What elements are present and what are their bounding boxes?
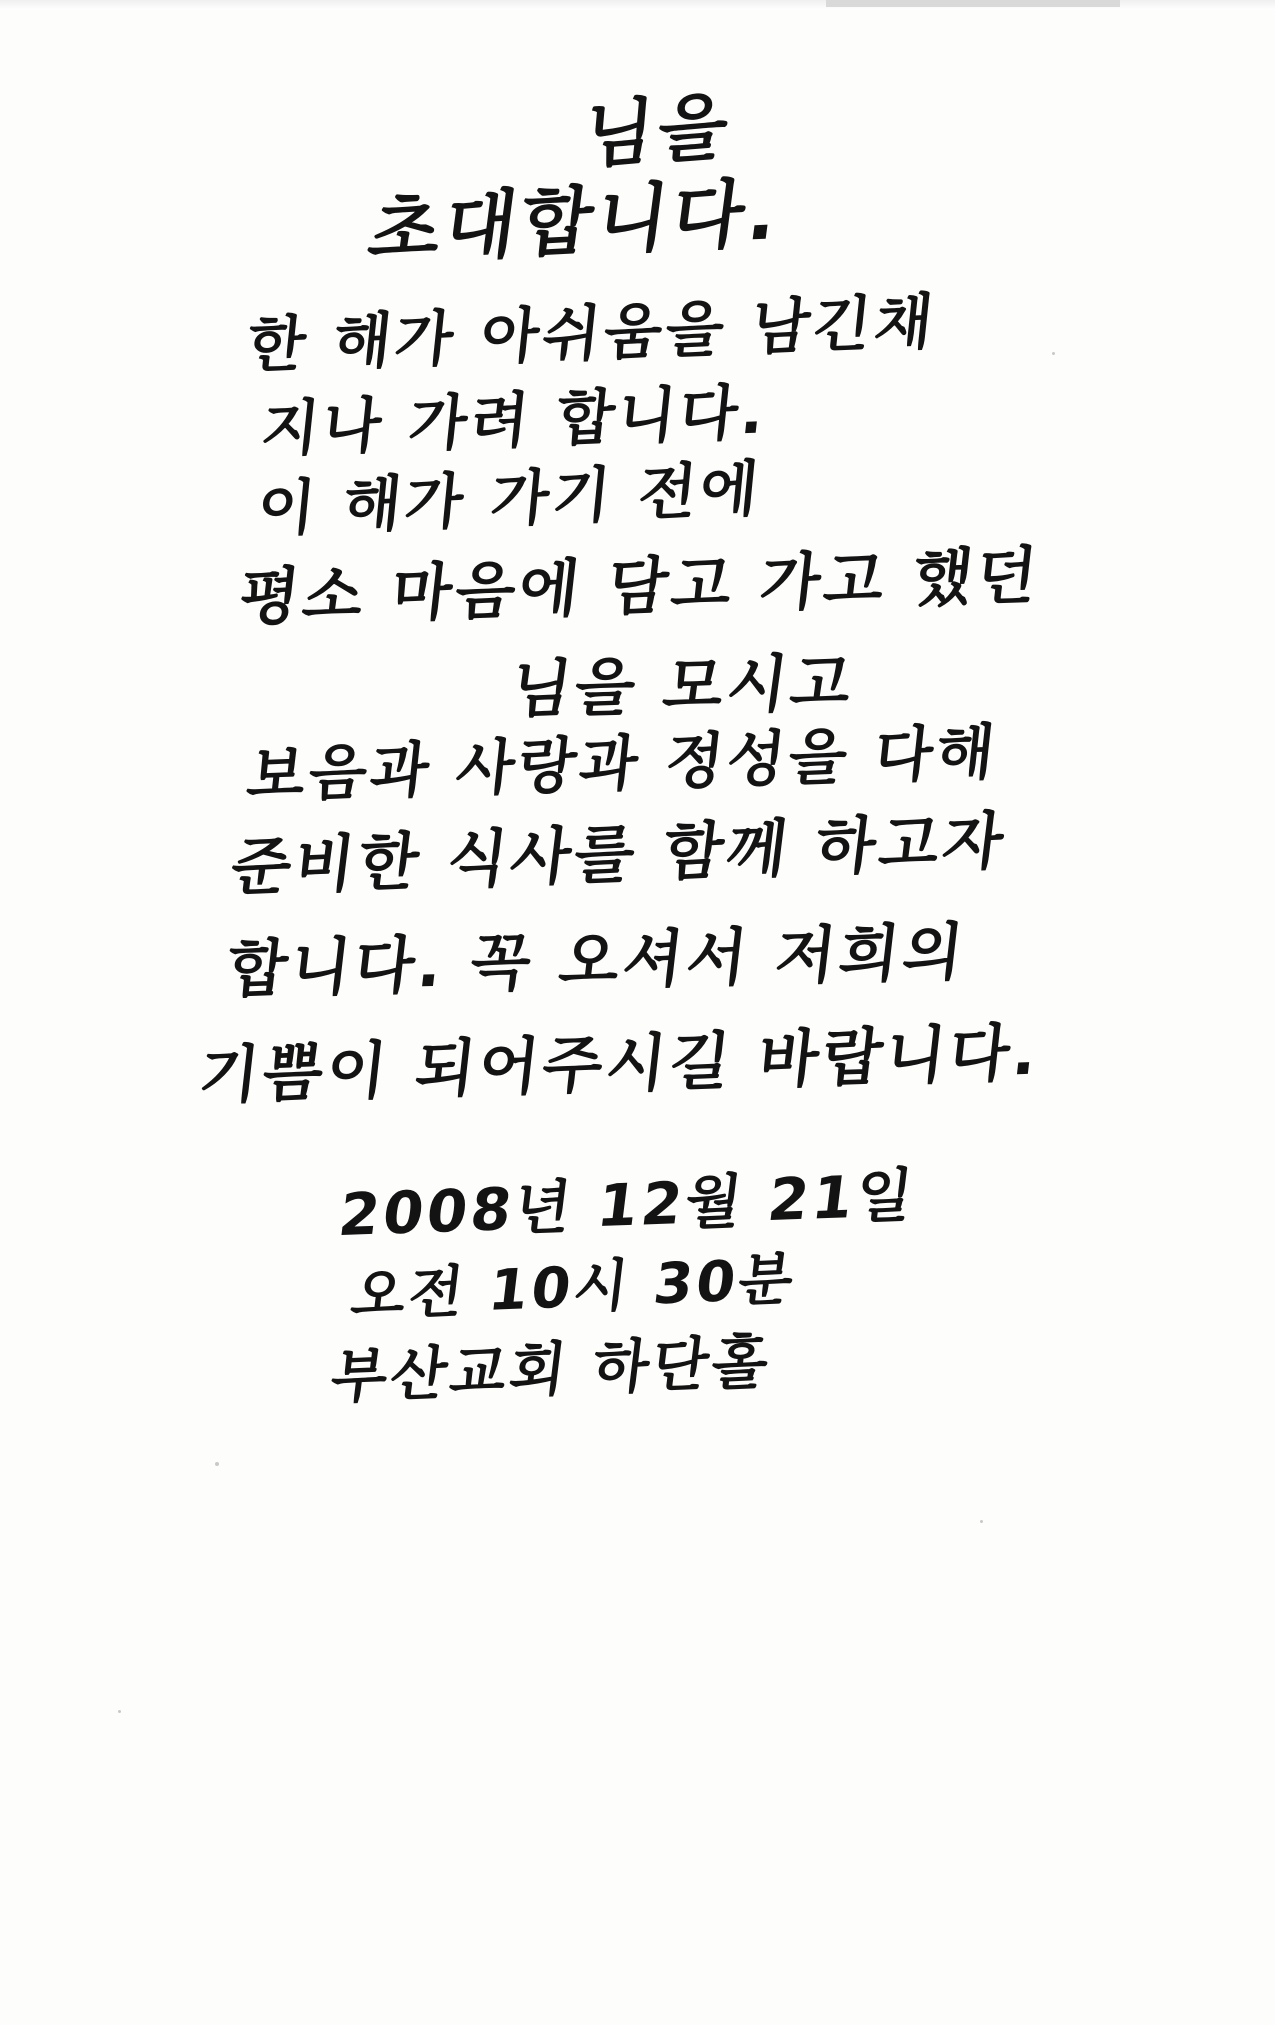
invitation-title-line-1: 님을 — [580, 83, 736, 179]
invitation-body-line-1: 한 해가 아쉬움을 남긴채 — [243, 286, 940, 382]
paper-speck — [1052, 352, 1055, 355]
invitation-title-line-2: 초대합니다. — [363, 169, 787, 275]
invitation-time-line: 오전 10시 30분 — [347, 1246, 800, 1330]
invitation-body-line-2: 지나 가려 합니다. — [257, 377, 772, 466]
invitation-body-line-9: 기쁨이 되어주시길 바랍니다. — [195, 1015, 1045, 1113]
paper-speck — [118, 1710, 121, 1713]
invitation-date-line: 2008년 12월 21일 — [335, 1160, 920, 1250]
invitation-body-line-6: 보음과 사랑과 정성을 다해 — [243, 717, 1002, 812]
invitation-venue-line: 부산교회 하단홀 — [327, 1327, 776, 1412]
invitation-body-line-8: 합니다. 꼭 오셔서 저희의 — [223, 914, 971, 1007]
invitation-body-line-7: 준비한 식사를 함께 하고자 — [226, 803, 1012, 905]
paper-speck — [215, 1462, 219, 1466]
invitation-body-line-5: 님을 모시고 — [506, 645, 860, 727]
paper-speck — [980, 1520, 983, 1523]
invitation-body-line-4: 평소 마음에 담고 가고 했던 — [235, 538, 1045, 635]
invitation-body-line-3: 이 해가 가기 전에 — [254, 453, 765, 546]
